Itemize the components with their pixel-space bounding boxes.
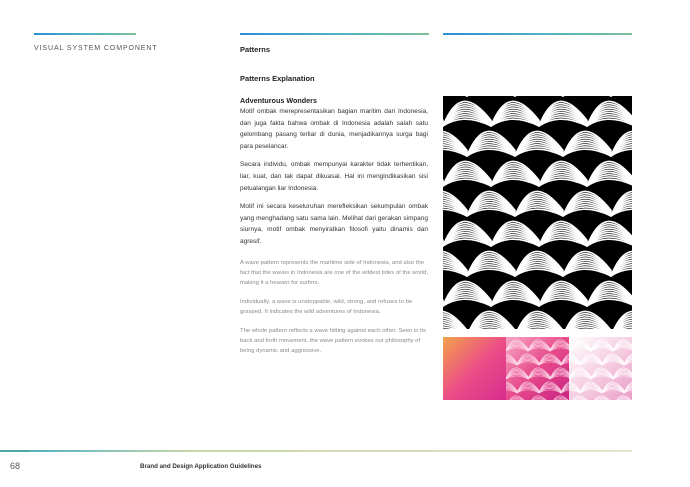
page-heading: Patterns: [240, 45, 271, 54]
paragraph-en-3: The whole pattern reflects a wave hitting against each other. Seen in its back and forth movement, the wave pattern evokes our philosophy of being dynamic and aggressive.: [240, 327, 426, 355]
section-label: VISUAL SYSTEM COMPONENT: [34, 45, 158, 52]
page-number: 68: [10, 461, 21, 471]
wave-swatch-pink: [506, 337, 569, 400]
header-rule-middle: [240, 33, 429, 35]
body-column: [240, 96, 428, 365]
paragraph-id-1: Motif ombak merepresentasikan bagian maritim dari Indonesia, dan juga fakta bahwa ombak di Indonesia adalah salah satu gelombang pasang terliar di dunia, menjadikannya surga bagi para peselancar.: [240, 108, 428, 150]
wave-swatch-light: [569, 337, 632, 400]
paragraph-id-3: Motif ini secara keseluruhan merefleksikan sekumpulan ombak yang menghadang satu sama lain. Melihat dari gerakan simpang siurnya, motif ombak menyiratkan filosofi yaitu dinamis dan agresif.: [240, 203, 428, 245]
gradient-swatch-orange-pink: [443, 337, 506, 400]
paragraph-en-2: Individually, a wave is unstoppable, wild, strong, and refuses to be grasped. It indicates the wild adventures of Indonesia.: [240, 298, 413, 316]
paragraph-en-1: A wave pattern represents the maritime side of Indonesia, and also the fact that the waves in Indonesia are one of the wildest tides of the world, making it a heaven for surfers.: [240, 259, 428, 287]
footer-accent: [0, 450, 30, 452]
sub-heading: Patterns Explanation: [240, 74, 315, 83]
pattern-title: Adventurous Wonders: [240, 96, 317, 105]
paragraph-id-2: Secara individu, ombak mempunyai karakter tidak terhentikan, liar, kuat, dan tak dapat dikuasai. Hal ini mengindikasikan sisi petualangan liar Indonesia.: [240, 161, 428, 192]
wave-pattern-main: [443, 96, 632, 329]
footer-rule: [0, 450, 632, 452]
footer-title: Brand and Design Application Guidelines: [140, 463, 262, 470]
header-rule-left: [34, 33, 136, 35]
header-rule-right: [443, 33, 632, 35]
